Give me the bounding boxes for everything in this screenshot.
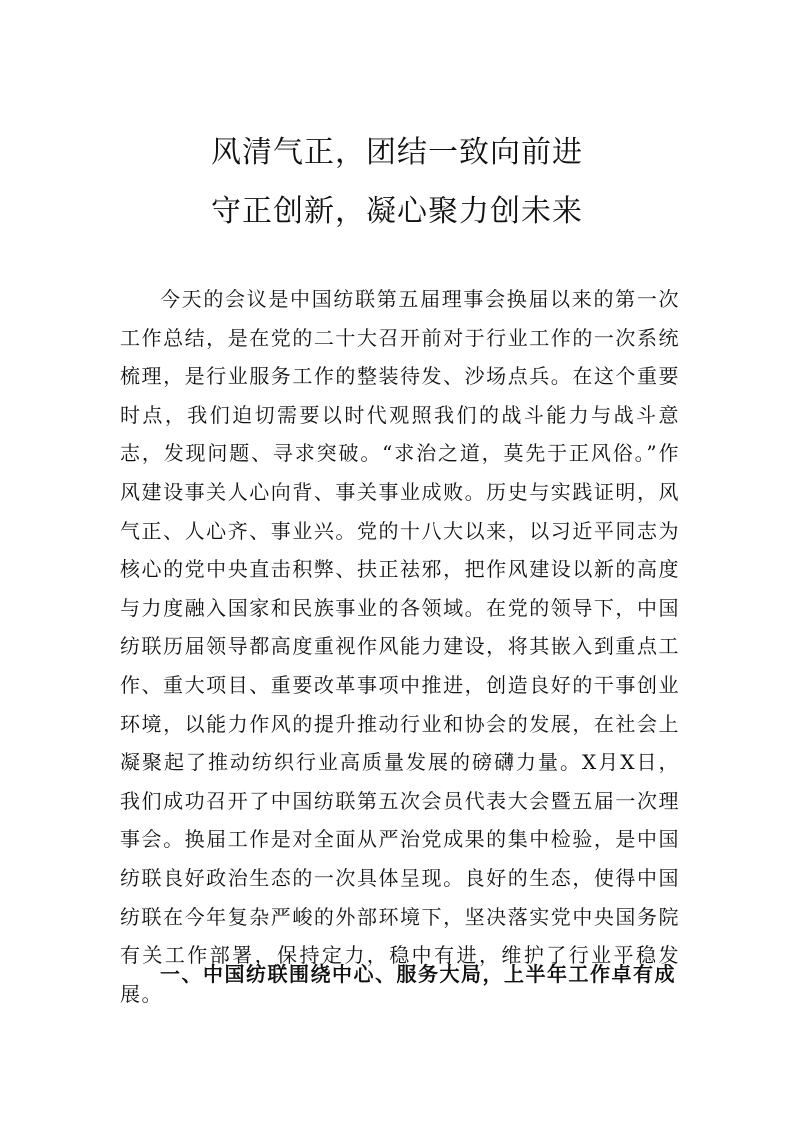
section-heading: 一、中国纺联围绕中心、服务大局，上半年工作卓有成 <box>160 962 676 986</box>
body-paragraph: 今天的会议是中国纺联第五届理事会换届以来的第一次工作总结，是在党的二十大召开前对于行业工作的一次系统梳理，是行业服务工作的整装待发、沙场点兵。在这个重要时点，我们迫切需要以时代观照我们的战斗能力与战斗意志，发现问题、寻求突破。“求治之道，莫先于正风俗。”作风建设事关人心向背、事关事业成败。历史与实践证明，风气正、人心齐、事业兴。党的十八大以来，以习近平同志为核心的党中央直击积弊、扶正祛邪，把作风建设以新的高度与力度融入国家和民族事业的各领域。在党的领导下，中国纺联历届领导都高度重视作风能力建设，将其嵌入到重点工作、重大项目、重要改革事项中推进，创造良好的干事创业环境，以能力作风的提升推动行业和协会的发展，在社会上凝聚起了推动纺织行业高质量发展的磅礴力量。X月X日， 我们成功召开了中国纺联第五次会员代表大会暨五届一次理事会。换届工作是对全面从严治党成果的集中检验，是中国纺联良好政治生态的一次具体呈现。良好的生态，使得中国纺联在今年复杂严峻的外部环境下，坚决落实党中央国务院有关工作部署，保持定力，稳中有进，维护了行业平稳发展。 <box>120 287 680 1006</box>
document-title-line-2: 守正创新，凝心聚力创未来 <box>211 194 583 229</box>
document-title-line-1: 风清气正，团结一致向前进 <box>211 135 583 170</box>
